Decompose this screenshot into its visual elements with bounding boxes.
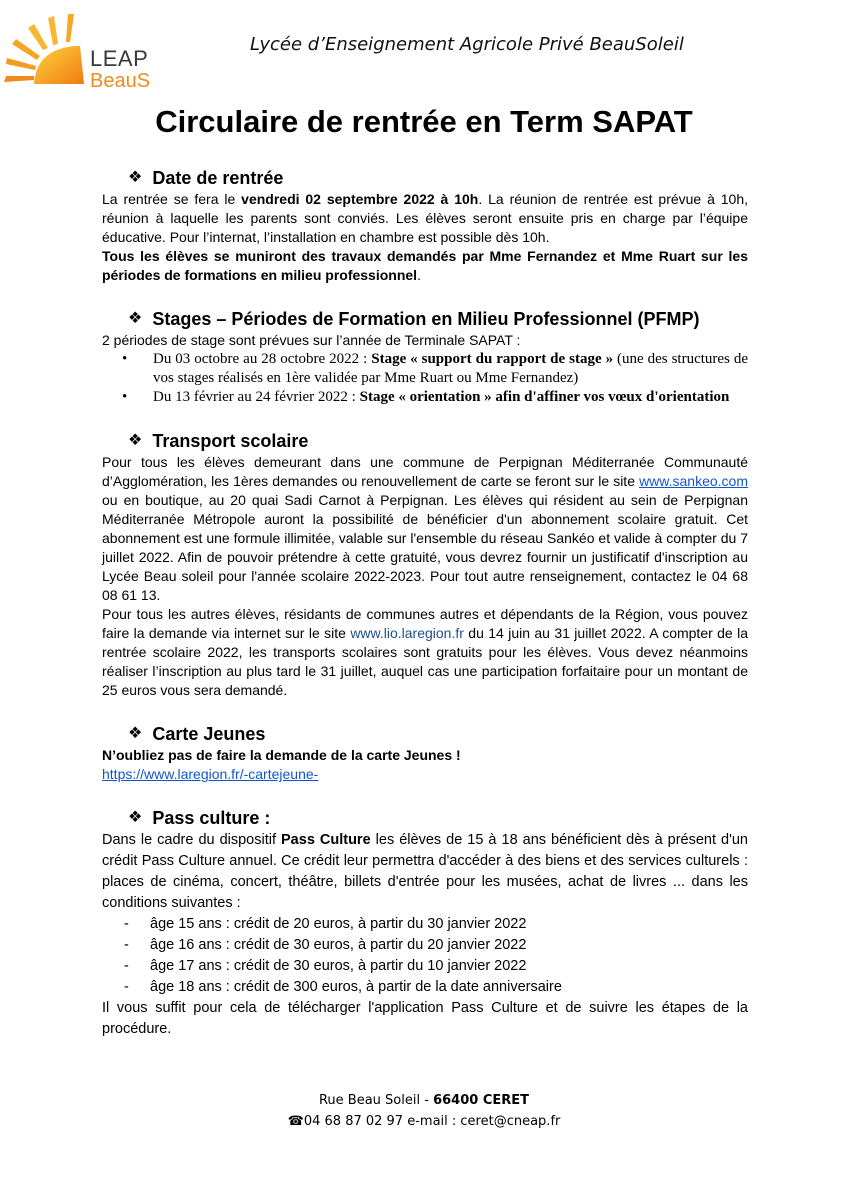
section-heading-stages: [128, 307, 748, 331]
logo-text-beaus: BeauS: [90, 70, 151, 92]
dash-bullet: -: [124, 916, 129, 932]
list-item: [102, 388, 748, 407]
stage-title: Stage « orientation » afin d'affiner vos vœux d'orientation: [359, 389, 730, 405]
heading-text: Transport scolaire: [152, 431, 309, 451]
heading-text: Date de rentrée: [152, 168, 284, 188]
carte-reminder: [102, 746, 748, 765]
school-name: Lycée d’Enseignement Agricole Privé BeauSoleil: [250, 34, 684, 55]
text-run: Pour tous les élèves demeurant dans une commune de Perpignan Méditerranée Communauté d’Agglomération, les 1ères demandes ou renouvellement de carte se feront sur le site: [102, 454, 748, 489]
diamond-bullet-icon: ❖: [128, 432, 143, 449]
heading-text: Pass culture :: [152, 808, 271, 828]
diamond-bullet-icon: ❖: [128, 310, 143, 327]
text-run: ou en boutique, au 20 quai Sadi Carnot à Perpignan. Les élèves qui résident au sein de Perpignan Méditerranée Métropole auront la possibilité de bénéficier d'un abonnement scolaire gratuit. Cet abonnement est une formule illimitée, valable sur l'ensemble du réseau Sankéo et valide à compter du 7 juillet 2022. Afin de pouvoir prétendre à cette gratuité, vous devrez fournir un justificatif d'inscription au Lycée Beau soleil pour l'année scolaire 2022-2023. Pour tout autre renseignement, contactez le 04 68 08 61 13.: [102, 492, 748, 603]
text-run: Pour tous les autres élèves, résidants de communes autres et dépendants de la Région, vous pouvez faire la demande via internet sur le site: [102, 606, 748, 641]
lio-laregion-link[interactable]: www.lio.laregion.fr: [350, 625, 464, 641]
dash-bullet: -: [124, 958, 129, 974]
document-title: Circulaire de rentrée en Term SAPAT: [155, 104, 693, 139]
rentree-paragraph: [102, 190, 748, 247]
rentree-date: vendredi 02 septembre 2022 à 10h: [241, 191, 479, 207]
transport-paragraph-2: [102, 605, 748, 700]
dash-bullet: -: [124, 937, 129, 953]
text-run: (une des structures de vos stages réalisés en 1ère validée par Mme Ruart ou Mme Fernandez): [153, 351, 749, 386]
pass-final-paragraph: Il vous suffit pour cela de télécharger l'application Pass Culture et de suivre les étapes de la procédure.: [102, 1000, 748, 1037]
section-heading-pass: [128, 806, 748, 830]
sankeo-link[interactable]: www.sankeo.com: [639, 473, 748, 489]
stages-intro: 2 périodes de stage sont prévues sur l’année de Terminale SAPAT :: [102, 332, 521, 348]
list-item: [102, 956, 748, 977]
text-run: du 14 juin au 31 juillet 2022. A compter de la rentrée scolaire 2022, les transports scolaires sont gratuits pour les élèves. Vous devez néanmoins réaliser l’inscription au plus tard le 31 juillet, auquel cas une participation forfaitaire pour un montant de 25 euros vous sera demandé.: [102, 625, 748, 698]
page-footer: [0, 1090, 848, 1132]
dash-bullet: -: [124, 979, 129, 995]
text-run: .: [417, 267, 421, 283]
sun-logo-icon: [4, 12, 94, 92]
list-item: [102, 977, 748, 998]
bullet-icon: •: [122, 389, 128, 405]
bold-notice: N’oubliez pas de faire la demande de la carte Jeunes !: [102, 747, 461, 763]
postal-city: 66400 CERET: [433, 1093, 529, 1108]
diamond-bullet-icon: ❖: [128, 169, 143, 186]
stages-list: [102, 350, 748, 407]
transport-paragraph-1: [102, 453, 748, 605]
rentree-notice: [102, 247, 748, 285]
list-item: [102, 350, 748, 388]
credit-item: âge 17 ans : crédit de 30 euros, à partir du 10 janvier 2022: [150, 958, 527, 974]
credit-item: âge 16 ans : crédit de 30 euros, à partir du 20 janvier 2022: [150, 937, 527, 953]
logo-text-leap: LEAP: [90, 46, 149, 71]
credit-item: âge 15 ans : crédit de 20 euros, à partir du 30 janvier 2022: [150, 916, 527, 932]
footer-address: [0, 1090, 848, 1111]
list-item: [102, 935, 748, 956]
stage-title: Stage « support du rapport de stage »: [371, 351, 614, 367]
diamond-bullet-icon: ❖: [128, 725, 143, 742]
carte-link-line: [102, 765, 748, 784]
section-heading-rentree: [128, 166, 748, 190]
section-heading-carte: [128, 722, 748, 746]
text-run: La rentrée se fera le: [102, 191, 242, 207]
pass-culture-bold: Pass Culture: [281, 832, 371, 848]
text-run: Dans le cadre du dispositif: [102, 832, 282, 848]
document-body: [102, 166, 748, 1040]
heading-text: Carte Jeunes: [152, 724, 266, 744]
school-logo: [4, 12, 164, 92]
section-heading-transport: [128, 429, 748, 453]
bullet-icon: •: [122, 351, 128, 367]
diamond-bullet-icon: ❖: [128, 809, 143, 826]
credit-item: âge 18 ans : crédit de 300 euros, à partir de la date anniversaire: [150, 979, 562, 995]
carte-jeune-link[interactable]: https://www.laregion.fr/-cartejeune-: [102, 766, 319, 782]
text-run: . La réunion de rentrée est prévue à 10h, réunion à laquelle les parents sont conviés. Les élèves seront ensuite pris en charge par l’équipe éducative. Pour l’internat, l’installation en chambre est possible dès 10h.: [102, 191, 749, 245]
pass-paragraph: [102, 830, 748, 914]
contact-text: 04 68 87 02 97 e-mail : ceret@cneap.fr: [303, 1114, 561, 1129]
text-run: Du 13 février au 24 février 2022 :: [153, 389, 360, 405]
text-run: Rue Beau Soleil -: [318, 1093, 434, 1108]
footer-contact: [0, 1111, 848, 1132]
text-run: Du 03 octobre au 28 octobre 2022 :: [153, 351, 372, 367]
heading-text: Stages – Périodes de Formation en Milieu Professionnel (PFMP): [152, 309, 700, 329]
list-item: [102, 914, 748, 935]
pass-credit-list: [102, 914, 748, 998]
bold-notice: Tous les élèves se muniront des travaux demandés par Mme Fernandez et Mme Ruart sur les périodes de formations en milieu professionnel: [102, 248, 748, 283]
phone-icon: ☎: [287, 1114, 304, 1129]
text-run: les élèves de 15 à 18 ans bénéficient dès à présent d'un crédit Pass Culture annuel. Ce crédit leur permettra d'accéder à des biens et des services culturels : places de cinéma, concert, théâtre, billets d'entrée pour les musées, achat de livres ... dans les conditions suivantes :: [102, 832, 748, 911]
